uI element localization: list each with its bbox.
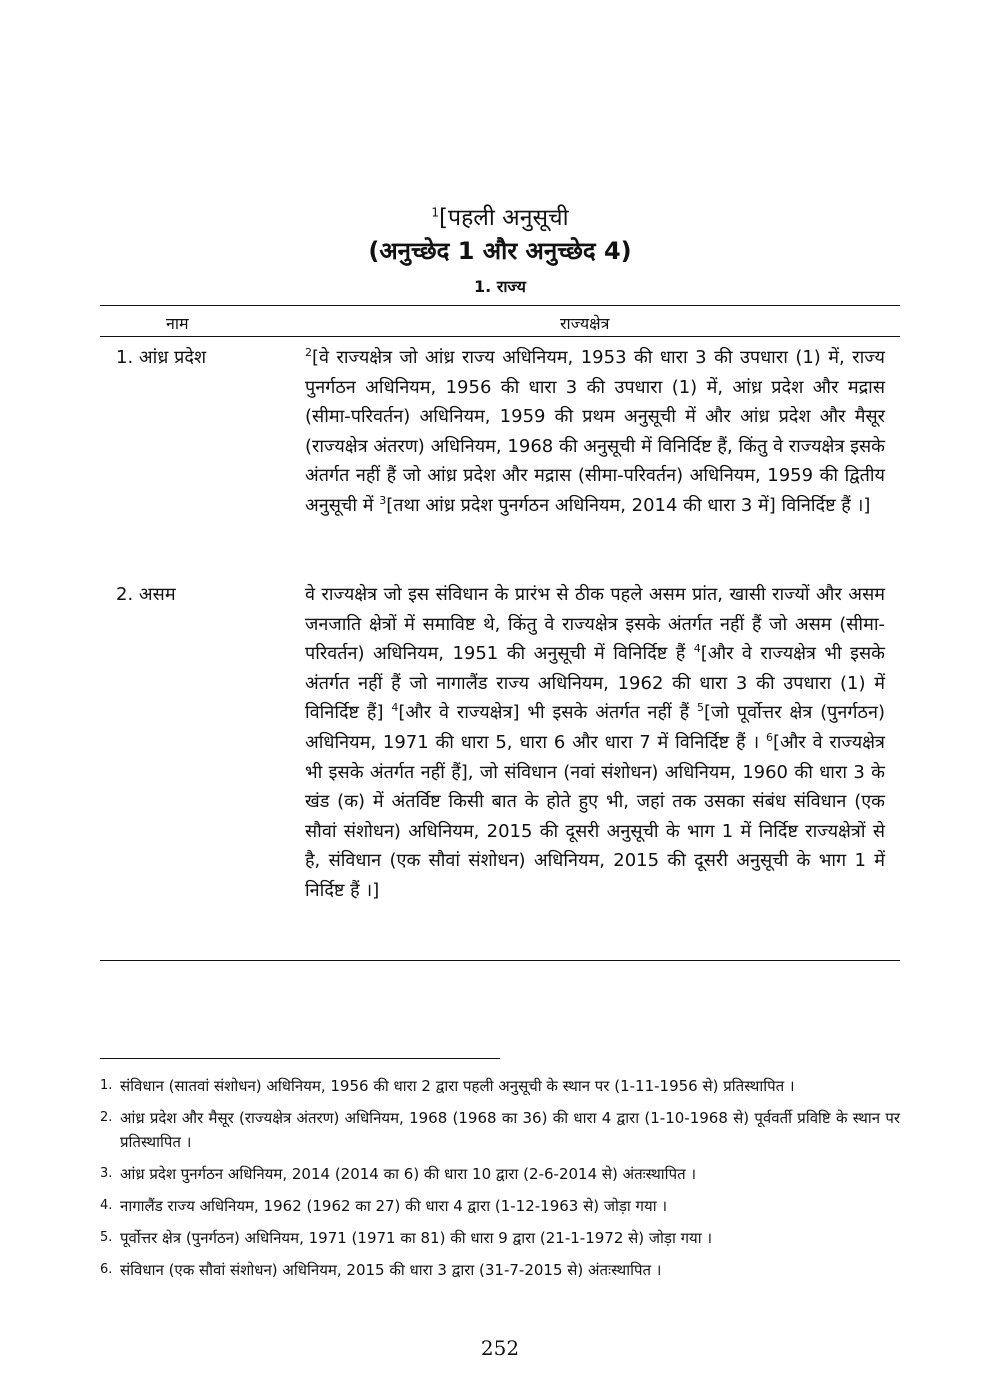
state-name-assam: 2. असम (116, 584, 176, 605)
column-header-name: नाम (166, 314, 189, 333)
state-territory-assam (305, 580, 885, 906)
footnote-number: 6. (100, 1262, 113, 1277)
footnote-item (100, 1226, 900, 1250)
footnote-number: 4. (100, 1198, 113, 1213)
territory-text: [तथा आंध्र प्रदेश पुनर्गठन अधिनियम, 2014 की धारा 3 में] विनिर्दिष्ट हैं ।] (386, 494, 871, 516)
footnote-marker: 1 (431, 205, 440, 220)
footnote-item (100, 1074, 900, 1098)
footnote-text: आंध्र प्रदेश पुनर्गठन अधिनियम, 2014 (2014 का 6) की धारा 10 द्वारा (2-6-2014 से) अंतःस्थापित । (120, 1165, 697, 1183)
footnote-marker: 5 (697, 701, 704, 715)
territory-text: [वे राज्यक्षेत्र जो आंध्र राज्य अधिनियम, 1953 की धारा 3 की उपधारा (1) में, राज्य पुनर्गठन अधिनियम, 1956 की धारा 3 की उपधारा (1) में, आंध्र प्रदेश और मद्रास (सीमा-परिवर्तन) अधिनियम, 1959 की प्रथम अनुसूची में और आंध्र प्रदेश और मैसूर (राज्यक्षेत्र अंतरण) अधिनियम, 1968 की अनुसूची में विनिर्दिष्ट हैं, किंतु वे राज्यक्षेत्र इसके अंतर्गत नहीं हैं जो आंध्र प्रदेश और मद्रास (सीमा-परिवर्तन) अधिनियम, 1959 की द्वितीय अनुसूची में (305, 347, 885, 516)
territory-text: [और वे राज्यक्षेत्र भी इसके अंतर्गत नहीं हैं जो नागालैंड राज्य अधिनियम, 1962 की धारा 3 की उपधारा (1) में विनिर्दिष्ट हैं] (305, 643, 885, 724)
schedule-subtitle: (अनुच्छेद 1 और अनुच्छेद 4) (368, 237, 632, 265)
territory-text: [और वे राज्यक्षेत्र] भी इसके अंतर्गत नहीं हैं (398, 702, 697, 724)
schedule-title (0, 200, 1000, 232)
column-header-territory: राज्यक्षेत्र (560, 314, 610, 333)
footnote-number: 5. (100, 1230, 113, 1245)
footnote-text: आंध्र प्रदेश और मैसूर (राज्यक्षेत्र अंतरण) अधिनियम, 1968 (1968 का 36) की धारा 4 द्वारा (1-10-1968 से) पूर्ववर्ती प्रविष्टि के स्थान पर प्रतिस्थापित । (120, 1109, 900, 1151)
territory-text: [और वे राज्यक्षेत्र भी इसके अंतर्गत नहीं हैं], जो संविधान (नवां संशोधन) अधिनियम, 1960 की धारा 3 के खंड (क) में अंतर्विष्ट किसी बात के होते हुए भी, जहां तक उसका संबंध संविधान (एक सौवां संशोधन) अधिनियम, 2015 की दूसरी अनुसूची के भाग 1 में निर्दिष्ट राज्यक्षेत्रों से है, संविधान (एक सौवां संशोधन) अधिनियम, 2015 की दूसरी अनुसूची के भाग 1 में निर्दिष्ट हैं ।] (305, 731, 885, 901)
schedule-title-text: [पहली अनुसूची (439, 205, 569, 231)
footnote-text: पूर्वोत्तर क्षेत्र (पुनर्गठन) अधिनियम, 1971 (1971 का 81) की धारा 9 द्वारा (21-1-1972 से) जोड़ा गया । (120, 1229, 713, 1247)
footnote-marker: 4 (391, 701, 399, 715)
footnote-item (100, 1106, 900, 1154)
territory-text: [जो पूर्वोत्तर क्षेत्र (पुनर्गठन) अधिनियम, 1971 की धारा 5, धारा 6 और धारा 7 में विनिर्दिष्ट हैं । (305, 702, 885, 753)
footnote-marker: 3 (379, 493, 387, 507)
footnote-number: 2. (100, 1110, 113, 1125)
footnote-marker: 2 (305, 346, 312, 359)
footnote-text: नागालैंड राज्य अधिनियम, 1962 (1962 का 27) की धारा 4 द्वारा (1-12-1963 से) जोड़ा गया । (120, 1197, 668, 1215)
footnote-item (100, 1258, 900, 1282)
state-name-andhra-pradesh: 1. आंध्र प्रदेश (116, 347, 207, 368)
footnote-item (100, 1162, 900, 1186)
footnote-separator (100, 1058, 500, 1059)
footnote-number: 3. (100, 1166, 113, 1181)
table-header-rule (100, 336, 900, 337)
table-top-rule (100, 305, 900, 306)
table-bottom-rule (100, 960, 900, 961)
territory-text: वे राज्यक्षेत्र जो इस संविधान के प्रारंभ से ठीक पहले असम प्रांत, खासी राज्यों और असम जनजाति क्षेत्रों में समाविष्ट थे, किंतु वे राज्यक्षेत्र इसके अंतर्गत नहीं हैं जो असम (सीमा-परिवर्तन) अधिनियम, 1951 की अनुसूची में विनिर्दिष्ट हैं (305, 584, 885, 665)
page-number: 252 (480, 1336, 520, 1360)
state-territory-andhra-pradesh (305, 343, 885, 521)
section-heading: 1. राज्य (474, 277, 526, 296)
footnote-number: 1. (100, 1078, 113, 1093)
footnote-marker: 4 (693, 642, 701, 656)
footnote-marker: 6 (765, 730, 773, 744)
footnotes (100, 1074, 900, 1290)
footnote-item (100, 1194, 900, 1218)
footnote-text: संविधान (एक सौवां संशोधन) अधिनियम, 2015 की धारा 3 द्वारा (31-7-2015 से) अंतःस्थापित । (120, 1261, 662, 1279)
footnote-text: संविधान (सातवां संशोधन) अधिनियम, 1956 की धारा 2 द्वारा पहली अनुसूची के स्थान पर (1-11-1956 से) प्रतिस्थापित । (120, 1077, 795, 1095)
